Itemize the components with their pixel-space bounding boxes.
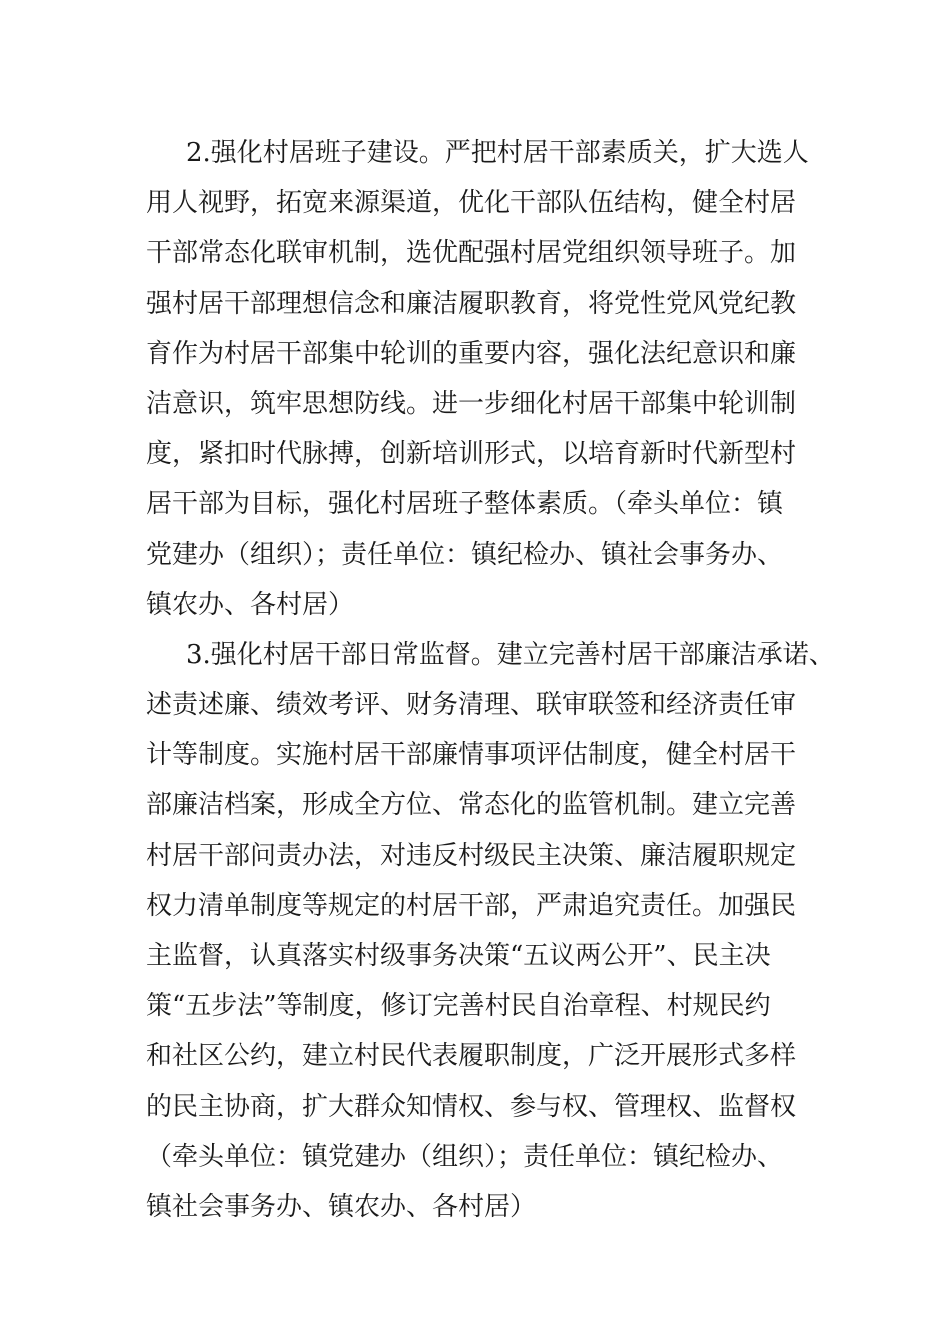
paragraph-2-line-4: 强村居干部理想信念和廉洁履职教育，将党性党风党纪教 [146, 288, 797, 319]
paragraph-3-line-6: 权力清单制度等规定的村居干部，严肃追究责任。加强民 [146, 890, 797, 921]
paragraph-3-line-2: 述责述廉、绩效考评、财务清理、联审联签和经济责任审 [146, 690, 797, 721]
paragraph-2-line-3: 干部常态化联审机制，选优配强村居党组织领导班子。加 [146, 238, 797, 269]
paragraph-2-line-7: 度，紧扣时代脉搏，创新培训形式，以培育新时代新型村 [146, 439, 797, 470]
paragraph-2-line-2: 用人视野，拓宽来源渠道，优化干部队伍结构，健全村居 [146, 188, 797, 219]
paragraph-3-line-7: 主监督，认真落实村级事务决策“五议两公开”、民主决 [146, 941, 771, 971]
paragraph-2-line-5: 育作为村居干部集中轮训的重要内容，强化法纪意识和廉 [146, 338, 797, 369]
paragraph-3-line-3: 计等制度。实施村居干部廉情事项评估制度，健全村居干 [146, 740, 797, 771]
paragraph-2-line-9: 党建办（组织）；责任单位：镇纪检办、镇社会事务办、 [146, 539, 784, 570]
paragraph-3-line-9: 和社区公约，建立村民代表履职制度，广泛开展形式多样 [146, 1041, 797, 1072]
paragraph-3-line-10: 的民主协商，扩大群众知情权、参与权、管理权、监督权 [146, 1091, 797, 1122]
paragraph-3-line-4: 部廉洁档案，形成全方位、常态化的监管机制。建立完善 [146, 790, 797, 821]
paragraph-2-line-10: 镇农办、各村居） [146, 589, 355, 620]
paragraph-3-line-8: 策“五步法”等制度，修订完善村民自治章程、村规民约 [146, 991, 771, 1022]
paragraph-3-line-11: （牵头单位：镇党建办（组织）；责任单位：镇纪检办、 [146, 1141, 784, 1172]
paragraph-3-line-12: 镇社会事务办、镇农办、各村居） [146, 1191, 537, 1222]
paragraph-2-line-8: 居干部为目标，强化村居班子整体素质。（牵头单位：镇 [146, 489, 784, 520]
paragraph-2-line-1: 2.强化村居班子建设。严把村居干部素质关，扩大选人 [186, 138, 809, 168]
document-body [146, 128, 835, 1232]
paragraph-3-line-1: 3.强化村居干部日常监督。建立完善村居干部廉洁承诺、 [186, 639, 835, 670]
paragraph-2-line-6: 洁意识，筑牢思想防线。进一步细化村居干部集中轮训制 [146, 388, 797, 419]
paragraph-3-line-5: 村居干部问责办法，对违反村级民主决策、廉洁履职规定 [146, 840, 797, 871]
